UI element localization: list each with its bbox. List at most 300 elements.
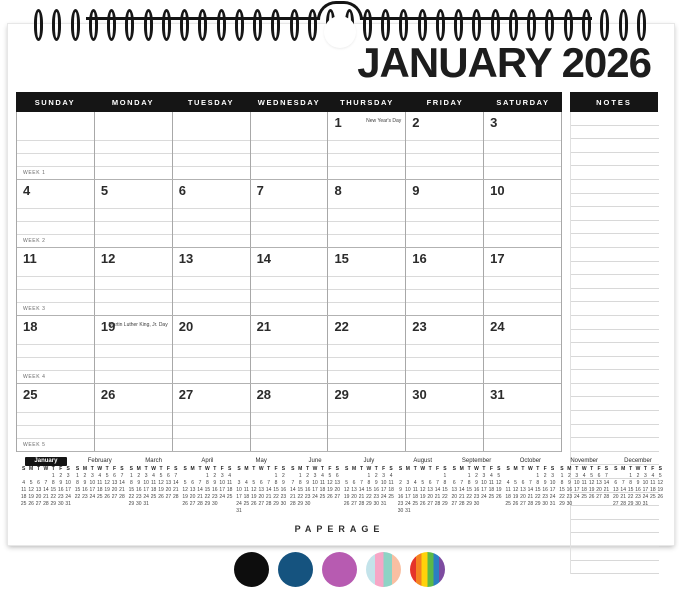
mini-date: 9 <box>636 480 640 486</box>
day-cell <box>173 112 251 179</box>
mini-month-name: December <box>624 458 652 464</box>
mini-date: 8 <box>560 480 564 486</box>
date-number: 18 <box>23 319 38 334</box>
mini-day-initial: T <box>144 466 148 472</box>
date-number: 3 <box>490 115 498 130</box>
mini-date: 9 <box>83 480 87 486</box>
mini-date: 18 <box>650 487 656 493</box>
mini-date-blank <box>504 473 511 480</box>
day-cell <box>251 384 329 451</box>
week-row <box>17 384 561 452</box>
mini-date: 30 <box>57 501 64 507</box>
mini-date: 13 <box>427 487 433 493</box>
weekday-label: THURSDAY <box>340 98 394 107</box>
mini-date: 18 <box>488 487 495 493</box>
mini-date: 23 <box>397 501 404 507</box>
mini-month-july <box>343 457 395 515</box>
ruled-line <box>251 412 328 413</box>
mini-date: 27 <box>520 501 526 507</box>
mini-date: 20 <box>111 487 118 493</box>
ruled-line <box>173 221 250 222</box>
color-swatch-navy <box>278 552 313 587</box>
mini-date: 26 <box>495 494 502 500</box>
mini-day-initial: S <box>344 466 349 472</box>
mini-date: 16 <box>57 487 64 493</box>
mini-date: 8 <box>206 480 209 486</box>
date-number: 15 <box>334 251 349 266</box>
day-cell <box>484 248 561 315</box>
date-number: 31 <box>490 387 505 402</box>
notes-ruled-line <box>571 194 659 208</box>
mini-date: 5 <box>658 473 662 479</box>
mini-date-blank <box>434 473 441 480</box>
mini-date: 11 <box>150 480 157 486</box>
mini-day-initial: T <box>428 466 432 472</box>
mini-date: 18 <box>226 487 233 493</box>
mini-date: 22 <box>50 494 57 500</box>
mini-date: 6 <box>521 480 525 486</box>
ruled-line <box>484 289 561 290</box>
mini-date: 25 <box>150 494 157 500</box>
mini-date: 22 <box>74 494 81 500</box>
mini-month-grid <box>558 466 610 508</box>
mini-date: 22 <box>128 494 135 500</box>
binding-loop <box>545 9 554 41</box>
mini-day-initial: T <box>521 466 525 472</box>
ruled-line <box>17 344 94 345</box>
binding-loop <box>89 9 98 41</box>
ruled-line <box>95 344 172 345</box>
mini-day-initial: T <box>252 466 256 472</box>
mini-date: 14 <box>603 480 610 486</box>
binding-wire-right <box>362 17 592 20</box>
mini-date: 31 <box>65 501 71 507</box>
mini-date: 21 <box>603 487 610 493</box>
mini-date: 9 <box>567 480 571 486</box>
mini-day-initial: W <box>474 466 479 472</box>
ruled-line <box>17 153 94 154</box>
mini-date: 20 <box>165 487 172 493</box>
notes-ruled-line <box>571 302 659 316</box>
mini-date: 20 <box>451 494 458 500</box>
mini-date: 5 <box>183 480 187 486</box>
mini-date: 19 <box>495 487 502 493</box>
mini-date: 12 <box>419 487 426 493</box>
mini-date: 12 <box>158 480 164 486</box>
mini-date-blank <box>27 473 34 480</box>
mini-date: 28 <box>43 501 49 507</box>
mini-day-initial: W <box>420 466 426 472</box>
mini-date: 24 <box>574 494 580 500</box>
mini-date: 6 <box>113 473 116 479</box>
mini-date: 15 <box>128 487 135 493</box>
mini-date: 26 <box>158 494 164 500</box>
day-cell <box>95 316 173 383</box>
mini-date: 19 <box>512 494 519 500</box>
binding-loop <box>144 9 153 41</box>
mini-day-initial: S <box>227 466 232 472</box>
ruled-line <box>173 234 250 235</box>
mini-date: 10 <box>642 480 649 486</box>
date-number: 28 <box>256 387 272 402</box>
mini-month-name: November <box>570 458 599 464</box>
mini-date-blank <box>265 473 272 480</box>
mini-date-blank <box>196 473 203 480</box>
mini-date: 26 <box>657 494 664 500</box>
binding-loop <box>454 9 463 41</box>
mini-day-initial: S <box>550 466 555 472</box>
mini-day-initial: F <box>597 466 601 472</box>
mini-date: 30 <box>212 501 218 507</box>
mini-date-blank <box>181 473 188 480</box>
mini-month-grid <box>289 466 341 508</box>
mini-date: 3 <box>90 473 94 479</box>
mini-date-blank <box>350 473 357 480</box>
mini-date: 19 <box>251 494 257 500</box>
mini-date: 9 <box>137 480 141 486</box>
ruled-line <box>484 221 561 222</box>
ruled-line <box>406 153 483 154</box>
mini-date: 17 <box>236 494 242 500</box>
ruled-line <box>173 208 250 209</box>
mini-date: 1 <box>206 473 209 479</box>
week-row <box>17 316 561 384</box>
date-number: 29 <box>334 387 349 402</box>
mini-date: 1 <box>298 473 302 479</box>
mini-date: 6 <box>597 473 601 479</box>
mini-day-initial: S <box>281 466 286 472</box>
mini-date: 12 <box>251 487 257 493</box>
binding-loop <box>107 9 116 41</box>
date-number: 19 <box>100 319 116 334</box>
mini-date: 20 <box>596 487 602 493</box>
mini-day-initial: M <box>190 466 195 472</box>
ruled-line <box>406 140 483 141</box>
mini-date: 10 <box>380 480 387 486</box>
mini-day-initial: S <box>658 466 662 472</box>
mini-date: 30 <box>280 501 287 507</box>
mini-date: 28 <box>197 501 203 507</box>
mini-date: 2 <box>567 473 571 479</box>
ruled-line <box>251 289 328 290</box>
mini-date: 30 <box>373 501 380 507</box>
ruled-line <box>17 438 94 439</box>
mini-day-initial: F <box>382 466 386 472</box>
mini-date: 27 <box>427 501 433 507</box>
mini-month-november <box>558 457 610 515</box>
mini-date: 21 <box>197 494 203 500</box>
mini-date: 12 <box>588 480 595 486</box>
mini-date: 14 <box>173 480 179 486</box>
mini-date: 30 <box>566 501 573 507</box>
mini-date: 13 <box>189 487 196 493</box>
binding-loop <box>52 9 61 41</box>
mini-date: 2 <box>59 473 63 479</box>
mini-date: 8 <box>367 480 371 486</box>
mini-date: 15 <box>627 487 634 493</box>
mini-day-initial: S <box>614 466 618 472</box>
mini-day-initial: S <box>443 466 447 472</box>
mini-date: 25 <box>650 494 656 500</box>
mini-day-initial: F <box>651 466 655 472</box>
mini-date: 1 <box>629 473 632 479</box>
mini-date: 20 <box>613 494 619 500</box>
mini-date: 1 <box>367 473 371 479</box>
mini-month-name: September <box>461 458 492 464</box>
binding-loop <box>527 9 536 41</box>
ruled-line <box>406 412 483 413</box>
mini-day-initial: S <box>560 466 564 472</box>
ruled-line <box>406 438 483 439</box>
mini-date: 27 <box>165 494 172 500</box>
mini-day-initial: S <box>335 466 339 472</box>
mini-date: 21 <box>119 487 125 493</box>
ruled-line <box>251 153 328 154</box>
ruled-line <box>328 344 405 345</box>
ruled-line <box>251 276 328 277</box>
ruled-line <box>328 140 405 141</box>
mini-date: 12 <box>495 480 502 486</box>
notes-ruled-line <box>571 547 659 561</box>
ruled-line <box>406 425 483 426</box>
mini-day-initial: S <box>120 466 124 472</box>
binding-loop <box>162 9 171 41</box>
mini-day-initial: T <box>482 466 486 472</box>
week-label: WEEK 3 <box>23 306 46 312</box>
mini-date: 4 <box>98 473 102 479</box>
ruled-line <box>17 276 94 277</box>
mini-date: 18 <box>20 494 27 500</box>
ruled-line <box>17 221 94 222</box>
mini-date: 31 <box>405 508 411 514</box>
mini-month-february <box>74 457 126 515</box>
mini-date: 14 <box>620 487 626 493</box>
mini-day-initial: T <box>413 466 417 472</box>
mini-date: 14 <box>43 487 49 493</box>
mini-day-initial: S <box>22 466 26 472</box>
color-swatch-rainbow-stripes <box>410 552 445 587</box>
ruled-line <box>328 234 405 235</box>
day-cell <box>406 112 484 179</box>
mini-date: 6 <box>37 480 40 486</box>
mini-date: 12 <box>327 480 333 486</box>
mini-date: 29 <box>559 501 565 507</box>
mini-date: 30 <box>135 501 142 507</box>
mini-day-initial: S <box>66 466 70 472</box>
ruled-line <box>17 412 94 413</box>
mini-date: 25 <box>388 494 394 500</box>
hanger-hole <box>324 16 356 48</box>
mini-day-initial: W <box>366 466 372 472</box>
mini-date: 20 <box>427 494 433 500</box>
mini-date-blank <box>397 473 404 480</box>
ruled-line <box>173 153 250 154</box>
notes-ruled-line <box>571 234 659 248</box>
mini-date: 10 <box>236 487 242 493</box>
mini-day-initial: S <box>398 466 403 472</box>
mini-date: 15 <box>366 487 372 493</box>
mini-date: 15 <box>466 487 472 493</box>
mini-date: 16 <box>373 487 380 493</box>
mini-date: 4 <box>245 480 248 486</box>
mini-date: 17 <box>405 494 411 500</box>
mini-date: 2 <box>475 473 478 479</box>
ruled-line <box>484 357 561 358</box>
day-cell <box>484 180 561 247</box>
mini-month-september <box>451 457 503 515</box>
mini-date: 11 <box>488 480 494 486</box>
mini-date: 15 <box>204 487 211 493</box>
mini-date: 21 <box>620 494 626 500</box>
mini-date: 26 <box>512 501 519 507</box>
date-number: 11 <box>23 251 37 266</box>
mini-date: 10 <box>219 480 225 486</box>
mini-day-initial: S <box>291 466 295 472</box>
mini-date-blank <box>35 473 42 480</box>
date-number: 4 <box>23 183 31 198</box>
mini-day-initial: F <box>59 466 63 472</box>
mini-date: 14 <box>527 487 534 493</box>
mini-date: 22 <box>627 494 634 500</box>
mini-date: 25 <box>505 501 511 507</box>
mini-date: 18 <box>96 487 103 493</box>
ruled-line <box>328 425 405 426</box>
date-number: 5 <box>100 183 109 198</box>
mini-date: 5 <box>345 480 349 486</box>
day-cell <box>328 316 406 383</box>
mini-date: 24 <box>549 494 556 500</box>
binding-loop <box>235 9 244 41</box>
binding-loop <box>34 9 43 41</box>
ruled-line <box>406 302 483 303</box>
ruled-line <box>173 344 250 345</box>
ruled-line <box>17 370 94 371</box>
mini-date: 19 <box>343 494 350 500</box>
mini-month-january <box>20 457 72 515</box>
mini-day-initial: T <box>320 466 324 472</box>
mini-date: 1 <box>467 473 471 479</box>
ruled-line <box>484 276 561 277</box>
binding-wire-left <box>86 17 318 20</box>
mini-date: 17 <box>143 487 149 493</box>
mini-day-initial: S <box>237 466 241 472</box>
ruled-line <box>251 370 328 371</box>
ruled-line <box>328 166 405 167</box>
mini-date: 5 <box>105 473 109 479</box>
binding-loop <box>180 9 189 41</box>
mini-date: 17 <box>481 487 487 493</box>
ruled-line <box>173 438 250 439</box>
calendar-grid-body <box>16 112 562 452</box>
mini-date: 24 <box>312 494 318 500</box>
mini-date-blank <box>419 473 426 480</box>
mini-month-grid <box>20 466 72 508</box>
ruled-line <box>328 221 405 222</box>
mini-day-initial: M <box>298 466 303 472</box>
binding-loop <box>125 9 134 41</box>
mini-date: 19 <box>104 487 110 493</box>
mini-date: 16 <box>635 487 641 493</box>
notes-ruled-line <box>571 262 659 276</box>
mini-date: 23 <box>635 494 641 500</box>
notes-ruled-line <box>571 166 659 180</box>
ruled-line <box>95 289 172 290</box>
mini-date: 2 <box>374 473 378 479</box>
binding-loop <box>71 9 80 41</box>
mini-date: 22 <box>442 494 448 500</box>
mini-date: 5 <box>252 480 256 486</box>
mini-date: 13 <box>111 480 118 486</box>
ruled-line <box>328 438 405 439</box>
date-number: 26 <box>100 387 116 402</box>
mini-date: 7 <box>120 473 124 479</box>
mini-date: 25 <box>488 494 495 500</box>
mini-day-initial: S <box>497 466 501 472</box>
ruled-line <box>328 370 405 371</box>
mini-date: 16 <box>397 494 404 500</box>
ruled-line <box>251 425 328 426</box>
binding-loop <box>436 9 445 41</box>
mini-day-initial: T <box>198 466 202 472</box>
mini-date: 29 <box>366 501 372 507</box>
day-cell <box>173 384 251 451</box>
weekday-header-bar <box>16 92 562 112</box>
mini-date: 7 <box>605 473 608 479</box>
mini-date: 19 <box>158 487 164 493</box>
mini-day-initial: F <box>166 466 170 472</box>
mini-date: 4 <box>413 480 417 486</box>
mini-date: 31 <box>143 501 149 507</box>
week-row <box>17 112 561 180</box>
ruled-line <box>251 234 328 235</box>
mini-date: 9 <box>374 480 378 486</box>
mini-date: 22 <box>559 494 565 500</box>
mini-date: 4 <box>651 473 655 479</box>
mini-date: 29 <box>128 501 135 507</box>
date-number: 12 <box>100 251 116 266</box>
mini-date: 20 <box>258 494 264 500</box>
mini-date: 8 <box>76 480 79 486</box>
ruled-line <box>95 140 172 141</box>
mini-date: 20 <box>334 487 341 493</box>
binding-loop <box>290 9 299 41</box>
date-number: 14 <box>256 251 272 266</box>
date-number: 13 <box>178 251 194 266</box>
mini-date: 13 <box>613 487 619 493</box>
date-number: 30 <box>412 387 427 402</box>
mini-date: 31 <box>236 508 242 514</box>
mini-date: 4 <box>389 473 393 479</box>
binding-loop <box>564 9 573 41</box>
mini-day-initial: W <box>312 466 318 472</box>
ruled-line <box>406 357 483 358</box>
mini-date: 20 <box>351 494 357 500</box>
mini-day-initial: M <box>513 466 518 472</box>
notes-ruled-line <box>571 126 659 140</box>
day-cell <box>406 180 484 247</box>
mini-day-initial: T <box>536 466 540 472</box>
mini-date: 23 <box>566 494 573 500</box>
mini-date: 25 <box>412 501 419 507</box>
mini-date: 7 <box>44 480 48 486</box>
mini-date-blank <box>451 473 458 480</box>
notes-ruled-line <box>571 384 659 398</box>
weekday-label: WEDNESDAY <box>257 98 321 107</box>
mini-date: 7 <box>621 480 625 486</box>
mini-calendar-strip <box>20 457 664 515</box>
mini-date: 5 <box>514 480 517 486</box>
mini-date: 1 <box>51 473 55 479</box>
